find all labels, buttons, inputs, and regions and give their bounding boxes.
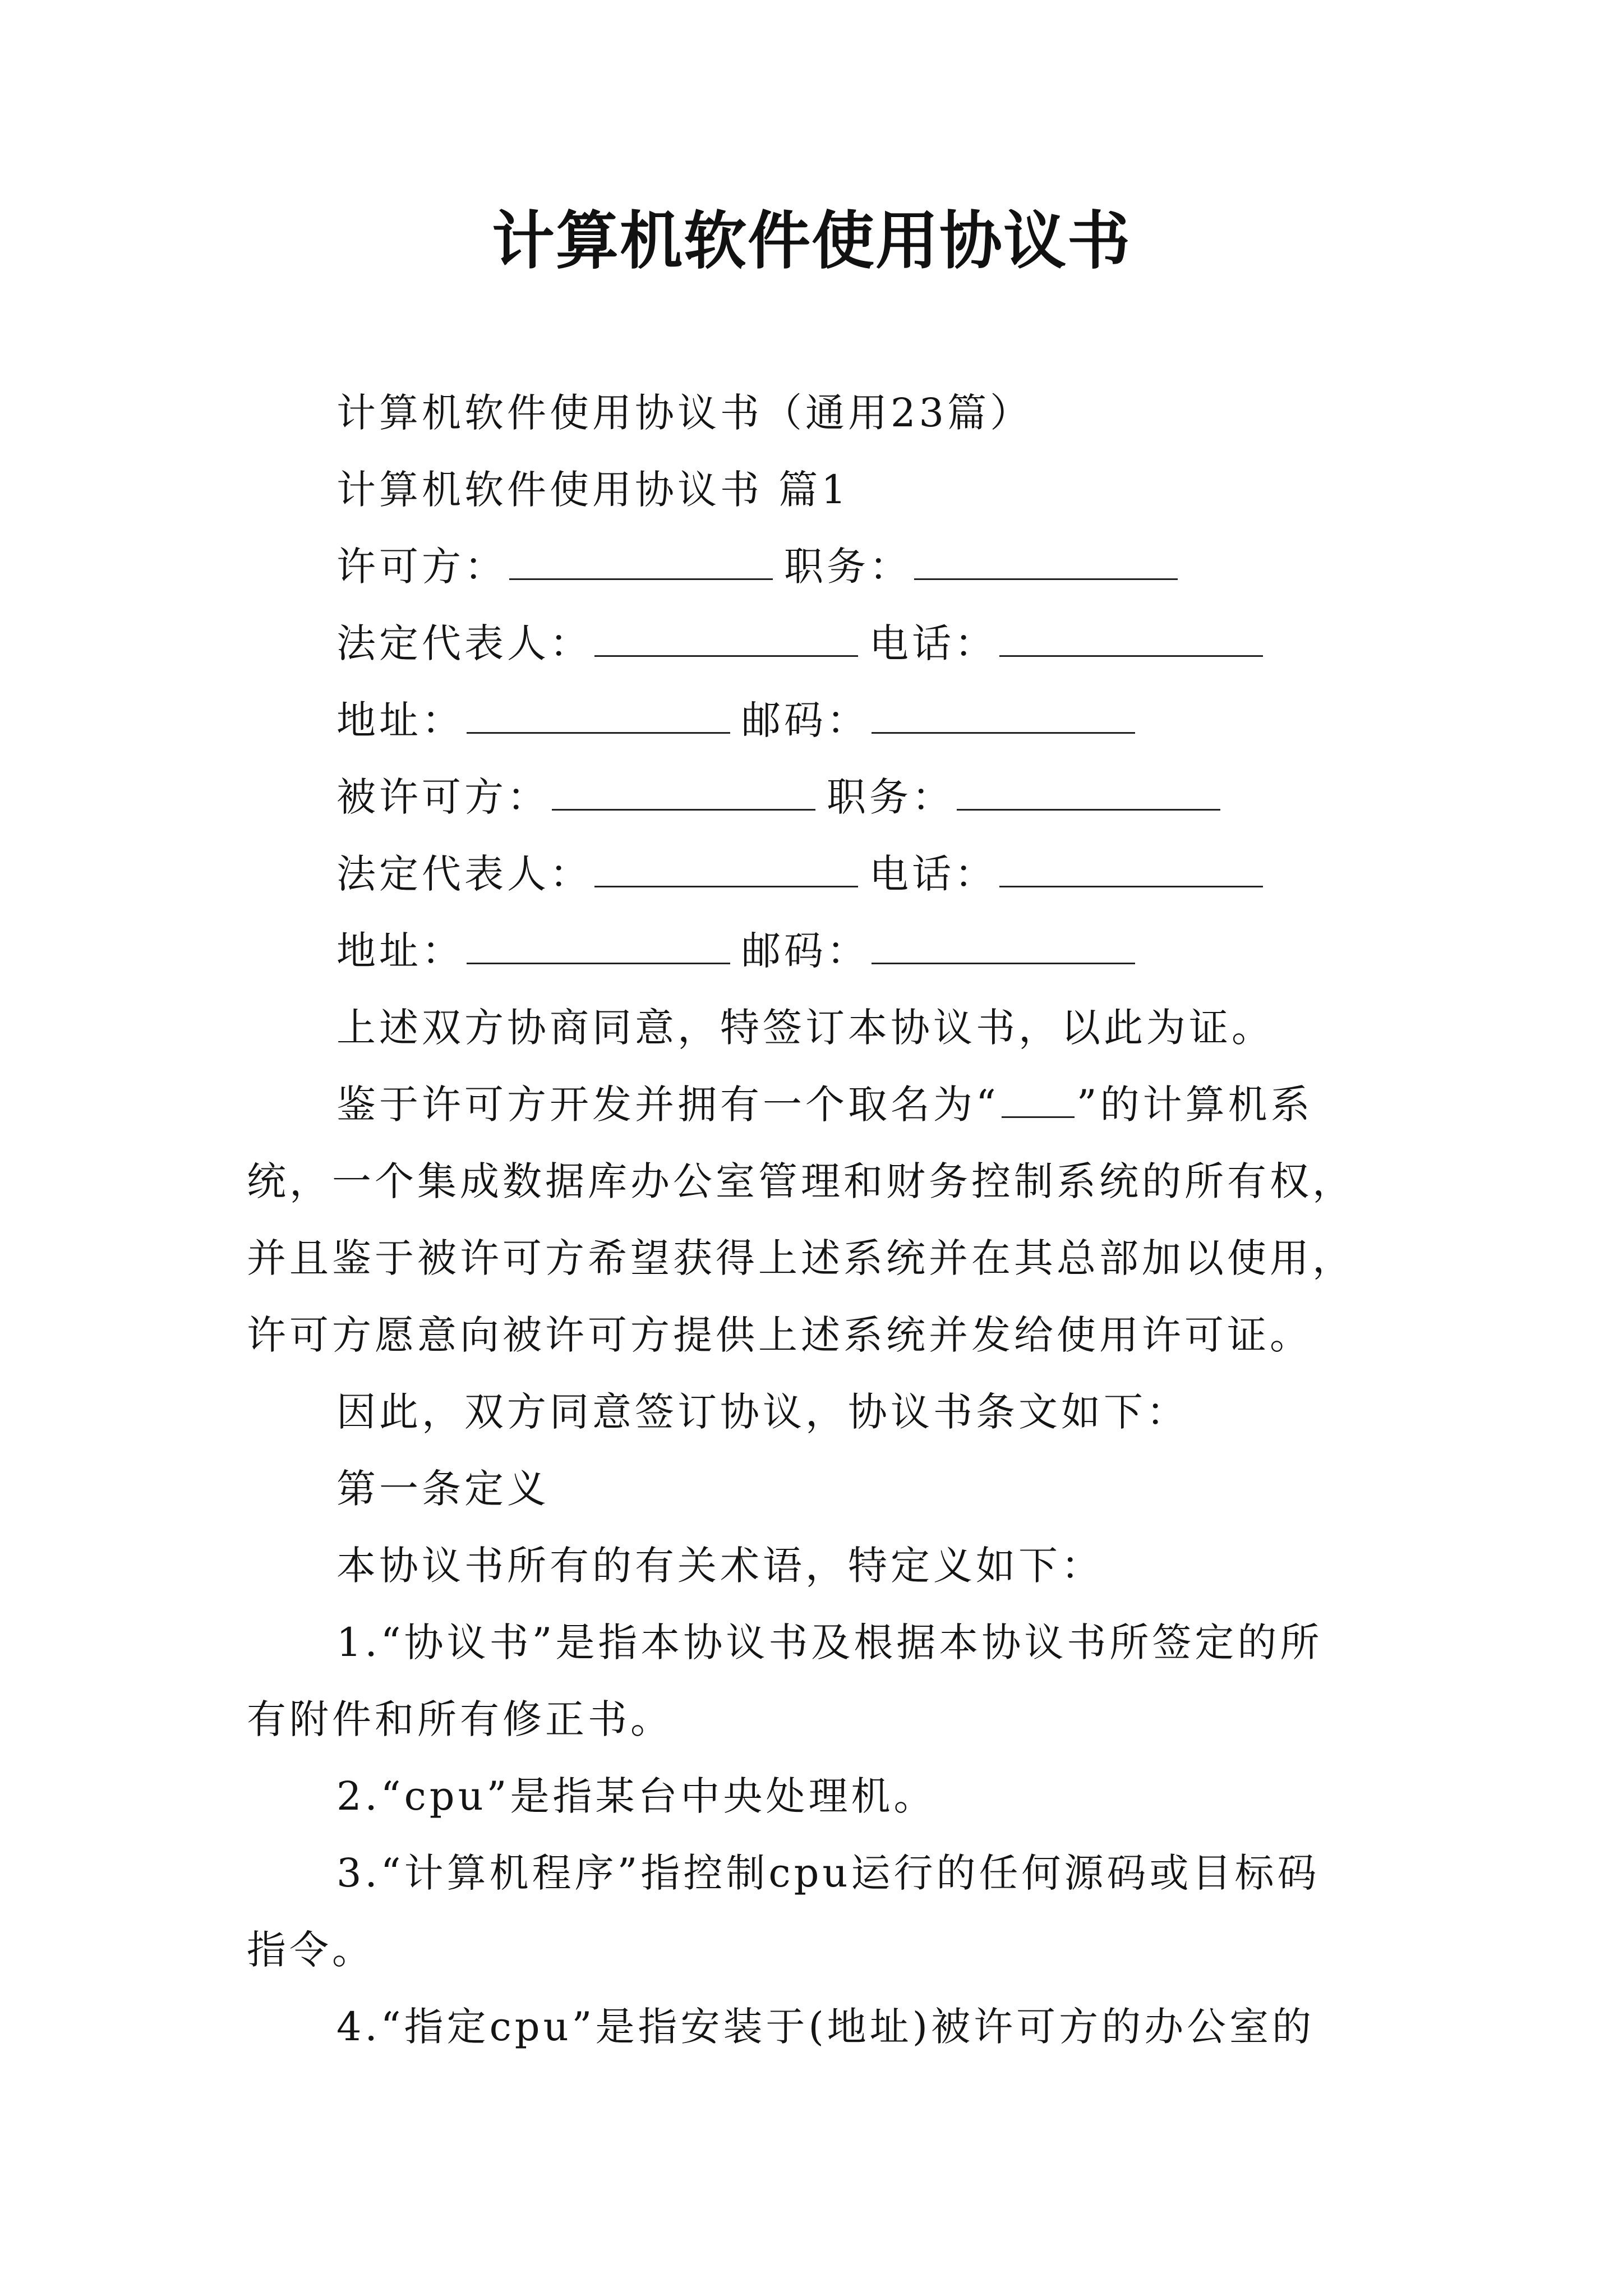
- definitions-intro: 本协议书所有的有关术语，特定义如下：: [336, 1543, 1104, 1589]
- party-b-address-row: [247, 913, 1402, 990]
- recital-line-1-before: 鉴于许可方开发并拥有一个取名为“: [336, 1082, 999, 1128]
- party-b-licensee-row: [247, 759, 1402, 836]
- licensee-address-label: 地址：: [336, 928, 464, 974]
- licensee-phone-label: 电话：: [869, 851, 997, 897]
- definition-1-line-1: 1.“协议书”是指本协议书及根据本协议书所签定的所: [336, 1619, 1323, 1665]
- licensor-zip-label: 邮码：: [741, 697, 869, 743]
- licensee-position-label: 职务：: [827, 774, 955, 820]
- licensor-phone-label: 电话：: [869, 620, 997, 666]
- recital-line-1-after: ”的计算机系: [1076, 1082, 1313, 1128]
- licensor-phone-blank: [999, 624, 1263, 657]
- party-a-rep-row: [247, 605, 1402, 682]
- licensor-zip-blank: [872, 701, 1135, 734]
- party-a-address-row: [247, 682, 1402, 759]
- licensee-zip-label: 邮码：: [741, 928, 869, 974]
- licensee-zip-blank: [872, 931, 1135, 964]
- licensor-label: 许可方：: [336, 544, 507, 590]
- licensor-rep-blank: [594, 624, 858, 657]
- definition-3-line-2: 指令。: [247, 1927, 375, 1973]
- document-body: [247, 375, 1402, 2065]
- definition-1-line-2: 有附件和所有修正书。: [247, 1696, 673, 1742]
- recital-line-4: 许可方愿意向被许可方提供上述系统并发给使用许可证。: [247, 1312, 1312, 1358]
- system-name-blank: [1002, 1085, 1075, 1118]
- licensor-rep-label: 法定代表人：: [336, 620, 592, 666]
- licensee-label: 被许可方：: [336, 774, 550, 820]
- licensor-position-blank: [914, 547, 1178, 580]
- definition-3-line-1: 3.“计算机程序”指控制cpu运行的任何源码或目标码: [336, 1850, 1320, 1896]
- agreement-line: 上述双方协商同意，特签订本协议书，以此为证。: [336, 1005, 1274, 1051]
- licensor-address-blank: [467, 701, 730, 734]
- recital-line-3: 并且鉴于被许可方希望获得上述系统并在其总部加以使用，: [247, 1235, 1355, 1281]
- licensee-blank: [552, 777, 815, 811]
- licensee-address-blank: [467, 931, 730, 964]
- definition-4-line-1: 4.“指定cpu”是指安装于(地址)被许可方的办公室的: [336, 2004, 1315, 2050]
- licensee-phone-blank: [999, 854, 1263, 887]
- licensee-rep-blank: [594, 854, 858, 887]
- licensor-address-label: 地址：: [336, 697, 464, 743]
- therefore-line: 因此，双方同意签订协议，协议书条文如下：: [336, 1389, 1189, 1435]
- definition-2: 2.“cpu”是指某台中央处理机。: [336, 1773, 937, 1819]
- licensor-blank: [509, 547, 773, 580]
- part-heading: 计算机软件使用协议书 篇1: [336, 467, 850, 513]
- licensee-position-blank: [957, 777, 1220, 811]
- recital-line-2: 统，一个集成数据库办公室管理和财务控制系统的所有权，: [247, 1158, 1355, 1204]
- licensee-rep-label: 法定代表人：: [336, 851, 592, 897]
- article-1-heading: 第一条定义: [336, 1466, 550, 1512]
- party-a-licensor-row: [247, 528, 1402, 605]
- recital-line-1: [247, 1066, 1402, 1143]
- licensor-position-label: 职务：: [784, 544, 912, 590]
- document-subtitle: 计算机软件使用协议书（通用23篇）: [336, 390, 1033, 436]
- party-b-rep-row: [247, 836, 1402, 913]
- document-title: 计算机软件使用协议书: [492, 204, 1131, 278]
